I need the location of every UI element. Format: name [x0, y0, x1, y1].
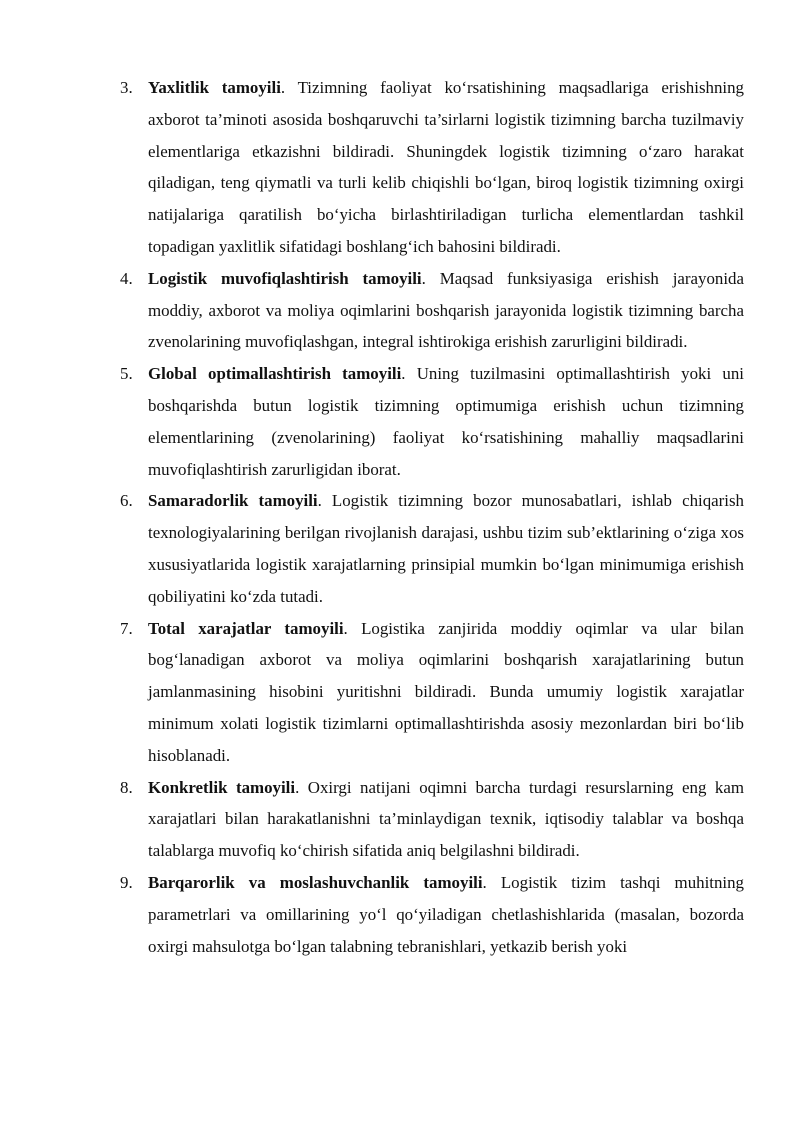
item-number: 8. — [120, 777, 133, 797]
item-term: Yaxlitlik tamoyili — [148, 78, 281, 97]
item-term: Barqarorlik va moslashuvchanlik tamoyili — [148, 872, 483, 892]
list-item — [0, 613, 744, 772]
item-number: 7. — [120, 618, 133, 638]
list-item — [0, 263, 744, 358]
list-item — [0, 772, 744, 867]
item-number: 4. — [120, 268, 133, 288]
list-item — [0, 72, 744, 263]
item-text: . Uning tuzilmasini optimallashtirish yoki uni boshqarishda butun logistik tizimning optimumiga erishish uchun tizimning elementlarining (zvenolarining) faoliyat ko‘rsatishining mahalliy maqsadlarini muvofiqlashtirish zarurligidan iborat. — [148, 364, 744, 479]
item-number: 9. — [120, 872, 133, 892]
item-number: 3. — [120, 78, 133, 97]
item-term: Konkretlik tamoyili — [148, 777, 296, 797]
item-text: . Maqsad funksiyasiga erishish jarayonida moddiy, axborot va moliya oqimlarini boshqarish jarayonida logistik tizimning barcha zvenolarining muvofiqlashgan, integral ishtirokiga erishish zarurligini bildiradi. — [148, 268, 744, 352]
item-term: Global optimallashtirish tamoyili — [148, 364, 402, 384]
item-number: 6. — [120, 491, 133, 511]
list-item — [0, 358, 744, 485]
item-term: Logistik muvofiqlashtirish tamoyili — [148, 268, 422, 288]
list-item — [0, 867, 744, 962]
item-text: . Logistika zanjirida moddiy oqimlar va ular bilan bog‘lanadigan axborot va moliya oqimlarini boshqarish xarajatlarining butun jamlanmasining hisobini yuritishni bildiradi. Bunda umumiy logistik xarajatlar minimum xolati logistik tizimlarni optimallashtirishda asosiy mezonlardan biri bo‘lib hisoblanadi. — [148, 618, 744, 765]
item-text: . Logistik tizim tashqi muhitning parametrlari va omillarining yo‘l qo‘yiladigan chetlashishlarida (masalan, bozorda oxirgi mahsulotga bo‘lgan talabning tebranishlari, yetkazib berish yoki — [148, 872, 744, 956]
item-number: 5. — [120, 364, 133, 384]
item-text: . Logistik tizimning bozor munosabatlari, ishlab chiqarish texnologiyalarining berilgan rivojlanish darajasi, ushbu tizim sub’ektlarining o‘ziga xos xususiyatlarida logistik xarajatlarning prinsipial mumkin bo‘lgan minimumiga erishish qobiliyatini ko‘zda tutadi. — [148, 491, 744, 606]
item-term: Total xarajatlar tamoyili — [148, 618, 344, 638]
item-term: Samaradorlik tamoyili — [148, 491, 318, 511]
principles-list — [0, 72, 744, 962]
item-text: . Tizimning faoliyat ko‘rsatishining maqsadlariga erishishning axborot ta’minoti asosida boshqaruvchi ta’sirlarni logistik tizimning barcha tuzilmaviy elementlariga etkazishni bildiradi. Shuningdek logistik tizimning o‘zaro harakat qiladigan, teng qiymatli va turli kelib chiqishli bo‘lgan, biroq logistik tizimning oxirgi natijalariga qaratilish bo‘yicha birlashtiriladigan turlicha elementlardan tashkil topadigan yaxlitlik sifatidagi boshlang‘ich bahosini bildiradi. — [148, 78, 744, 256]
item-text: . Oxirgi natijani oqimni barcha turdagi resurslarning eng kam xarajatlari bilan harakatlanishni ta’minlaydigan texnik, iqtisodiy talablar va boshqa talablarga muvofiq ko‘chirish sifatida aniq belgilashni bildiradi. — [148, 777, 744, 861]
list-item — [0, 485, 744, 612]
